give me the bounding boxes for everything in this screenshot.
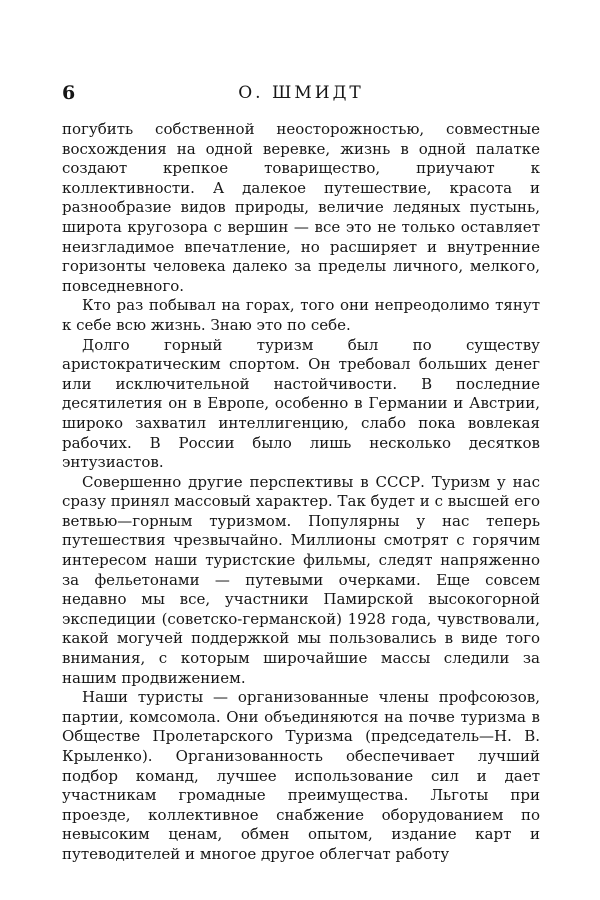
body-text xyxy=(62,120,540,865)
running-head: О. ШМИДТ xyxy=(238,83,364,103)
paragraph: Совершенно другие перспективы в СССР. Туризм у нас сразу принял массовый характер. Так будет и с высшей его ветвью—горным туризмом. Популярны у нас теперь путешествия чрезвычайно. Миллионы смотрят с горячим интересом наши туристские фильмы, следят напряженно за фельетонами — путевыми очерками. Еще совсем недавно мы все, участники Памирской высокогорной экспедиции (советско-германской) 1928 года, чувствовали, какой могучей поддержкой мы пользовались в виде того внимания, с которым широчайшие массы следили за нашим продвижением. xyxy=(62,472,540,687)
paragraph: Наши туристы — организованные члены профсоюзов, партии, комсомола. Они объединяются на почве туризма в Обществе Пролетарского Туризма (председатель—Н. В. Крыленко). Организованность обеспечивает лучший подбор команд, лучшее использование сил и дает участникам громадные преимущества. Льготы при проезде, коллективное снабжение оборудованием по невысоким ценам, обмен опытом, издание карт и путеводителей и многое другое облегчат работу xyxy=(62,688,540,863)
paragraph: Долго горный туризм был по существу аристократическим спортом. Он требовал больших денег или исключительной настойчивости. В последние десятилетия он в Европе, особенно в Германии и Австрии, широко захватил интеллигенцию, слабо пока вовлекая рабочих. В России было лишь несколько десятков энтузиастов. xyxy=(62,335,540,472)
page-number: 6 xyxy=(62,82,76,104)
paragraph-continued: погубить собственной неосторожностью, совместные восхождения на одной веревке, жизнь в одной палатке создают крепкое товарищество, приучают к коллективности. А далекое путешествие, красота и разнообразие видов природы, величие ледяных пустынь, широта кругозора с вершин — все это не только оставляет неизгладимое впечатление, но расширяет и внутренние горизонты человека далеко за пределы личного, мелкого, повседневного. xyxy=(62,120,540,295)
page-header xyxy=(62,78,540,108)
paragraph: Кто раз побывал на горах, того они непреодолимо тянут к себе всю жизнь. Знаю это по себе. xyxy=(62,296,540,334)
